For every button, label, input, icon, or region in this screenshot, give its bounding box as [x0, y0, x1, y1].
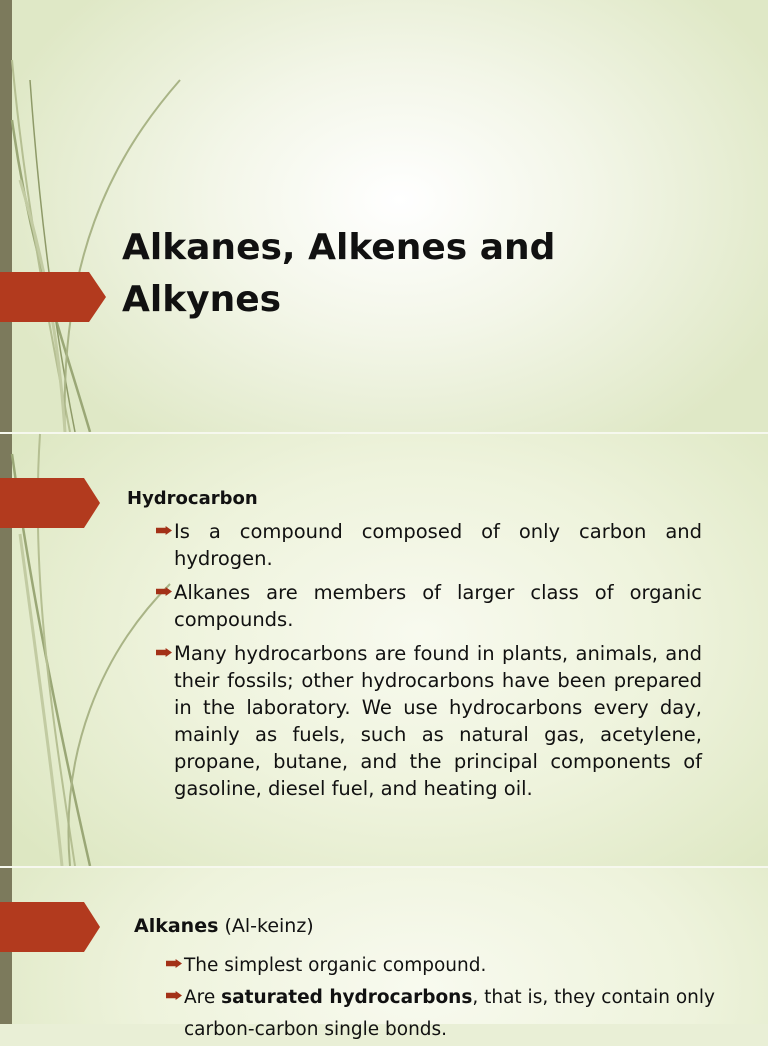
alkanes-heading: Alkanes (Al-keinz) [134, 915, 314, 937]
list-item: Many hydrocarbons are found in plants, animals, and their fossils; other hydrocarbons have been prepared in the laboratory. We use hydrocarbons every day, mainly as fuels, such as natural gas, acetylene, propane, butane, and the principal components of gasoline, diesel fuel, and heating oil. [156, 640, 702, 802]
list-item: Alkanes are members of larger class of organic compounds. [156, 579, 702, 633]
list-item: Is a compound composed of only carbon and hydrogen. [156, 518, 702, 572]
slide-title [122, 222, 682, 326]
list-item: Are saturated hydrocarbons, that is, they contain only carbon-carbon single bonds. [166, 982, 726, 1046]
bullet-arrow-icon [156, 648, 172, 657]
alkanes-bullet-list [166, 950, 726, 1046]
hydrocarbon-bullet-list [156, 518, 702, 809]
section-arrow-tab [0, 478, 100, 528]
bullet-arrow-icon [156, 526, 172, 535]
hydrocarbon-heading: Hydrocarbon [127, 488, 258, 509]
section-arrow-tab [0, 902, 100, 952]
bullet-arrow-icon [166, 959, 182, 968]
title-line-1: Alkanes, Alkenes and [122, 227, 556, 268]
title-arrow-tab [0, 272, 106, 322]
title-line-2: Alkynes [122, 279, 282, 320]
swirl-decoration-icon [0, 0, 200, 432]
title-slide [0, 0, 768, 432]
bullet-arrow-icon [156, 587, 172, 596]
bullet-arrow-icon [166, 991, 182, 1000]
list-item: The simplest organic compound. [166, 950, 726, 982]
left-accent-bar [0, 0, 12, 432]
